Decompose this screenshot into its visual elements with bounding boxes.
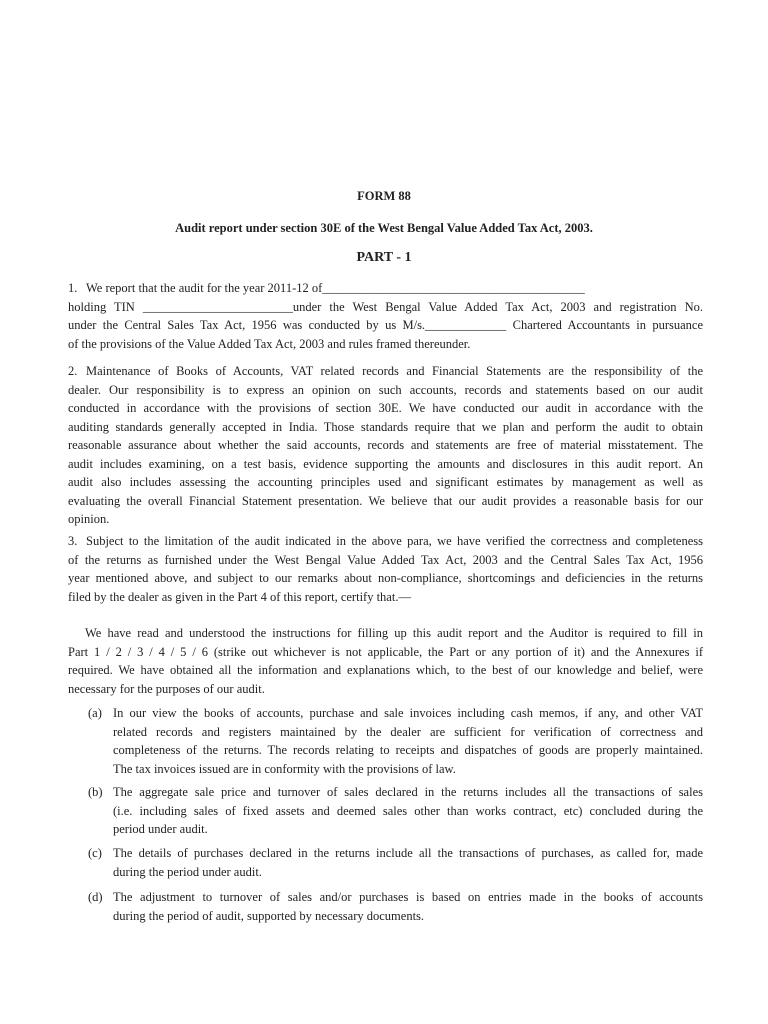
text-line: auditing standards generally accepted in India. Those standards require that we plan and perform the audit to obtain xyxy=(68,419,703,434)
paragraph-number: 1. xyxy=(68,281,78,295)
text-line-content: We report that the audit for the year 2011-12 of__________________________________________ xyxy=(86,281,585,295)
text-line: The adjustment to turnover of sales and/or purchases is based on entries made in the books of accounts xyxy=(113,890,703,904)
paragraph-number: 2. xyxy=(68,364,78,378)
text-line: of the returns as furnished under the West Bengal Value Added Tax Act, 2003 and the Central Sales Tax Act, 1956 xyxy=(68,552,703,567)
list-item-label: (b) xyxy=(88,785,103,799)
text-line: The aggregate sale price and turnover of sales declared in the returns includes all the transactions of sales xyxy=(113,785,703,799)
text-line: during the period of audit, supported by necessary documents. xyxy=(113,908,425,923)
form-title: FORM 88 xyxy=(357,189,411,203)
text-line-content: Subject to the limitation of the audit indicated in the above para, we have verified the correctness and completeness xyxy=(86,534,703,548)
text-line: audit includes examining, on a test basis, evidence supporting the amounts and disclosures in this audit report. An xyxy=(68,456,703,471)
list-item-label: (c) xyxy=(88,846,102,860)
text-line: Part 1 / 2 / 3 / 4 / 5 / 6 (strike out whichever is not applicable, the Part or any portion of it) and the Annexures if xyxy=(68,644,703,659)
list-item-a xyxy=(88,704,703,778)
part-title: PART - 1 xyxy=(356,250,412,265)
document-subtitle: Audit report under section 30E of the West Bengal Value Added Tax Act, 2003. xyxy=(175,221,593,235)
list-item-text xyxy=(113,783,703,839)
text-line: year mentioned above, and subject to our remarks about non-compliance, shortcomings and deficiencies in the returns xyxy=(68,571,703,585)
text-line: We have read and understood the instructions for filling up this audit report and the Auditor is required to fill in xyxy=(85,626,703,640)
text-line: holding TIN ________________________under the West Bengal Value Added Tax Act, 2003 and registration No. xyxy=(68,299,703,314)
paragraph-4 xyxy=(68,624,703,698)
text-line xyxy=(68,532,703,551)
text-line-content: Maintenance of Books of Accounts, VAT related records and Financial Statements are the responsibility of the xyxy=(86,364,703,378)
list-item-label: (d) xyxy=(88,890,103,904)
text-line: The details of purchases declared in the returns include all the transactions of purchases, as called for, made xyxy=(113,846,703,860)
text-line: dealer. Our responsibility is to express an opinion on such accounts, records and statements based on our audit xyxy=(68,382,703,397)
text-line: opinion. xyxy=(68,512,110,526)
list-item-text xyxy=(113,844,703,881)
text-line: audit also includes assessing the accounting principles used and significant estimates by management as well as xyxy=(68,475,703,489)
paragraph-3 xyxy=(68,532,703,606)
text-line: required. We have obtained all the information and explanations which, to the best of our knowledge and belief, were xyxy=(68,663,703,677)
text-line: The tax invoices issued are in conformity with the provisions of law. xyxy=(113,761,456,776)
list-item-text xyxy=(113,704,703,778)
text-line: necessary for the purposes of our audit. xyxy=(68,681,265,696)
text-line: completeness of the returns. The records relating to receipts and dispatches of goods are properly maintained. xyxy=(113,743,703,757)
paragraph-2 xyxy=(68,362,703,529)
list-item-d xyxy=(88,888,703,925)
text-line: of the provisions of the Value Added Tax Act, 2003 and rules framed thereunder. xyxy=(68,336,471,351)
paragraph-number: 3. xyxy=(68,534,78,548)
text-line xyxy=(68,362,703,381)
text-line: under the Central Sales Tax Act, 1956 was conducted by us M/s._____________ Chartered Accountants in pursuance xyxy=(68,318,703,332)
text-line: filed by the dealer as given in the Part 4 of this report, certify that.— xyxy=(68,589,411,604)
text-line: (i.e. including sales of fixed assets and deemed sales other than works contract, etc) concluded during the xyxy=(113,803,703,818)
text-line: evaluating the overall Financial Statement presentation. We believe that our audit provides a reasonable basis for our xyxy=(68,493,703,508)
paragraph-1 xyxy=(68,279,703,353)
list-item-b xyxy=(88,783,703,839)
text-line: conducted in accordance with the provisions of section 30E. We have conducted our audit in accordance with the xyxy=(68,401,703,415)
list-item-c xyxy=(88,844,703,881)
text-line: period under audit. xyxy=(113,822,208,836)
list-item-label: (a) xyxy=(88,706,102,720)
text-line: during the period under audit. xyxy=(113,864,262,879)
text-line xyxy=(68,279,703,298)
text-line: In our view the books of accounts, purchase and sale invoices including cash memos, if any, and other VAT xyxy=(113,706,703,720)
text-line: reasonable assurance about whether the said accounts, records and statements are free of material misstatement. The xyxy=(68,438,703,452)
list-item-text xyxy=(113,888,703,925)
text-line: related records and registers maintained by the dealer are sufficient for verification of correctness and xyxy=(113,724,703,739)
